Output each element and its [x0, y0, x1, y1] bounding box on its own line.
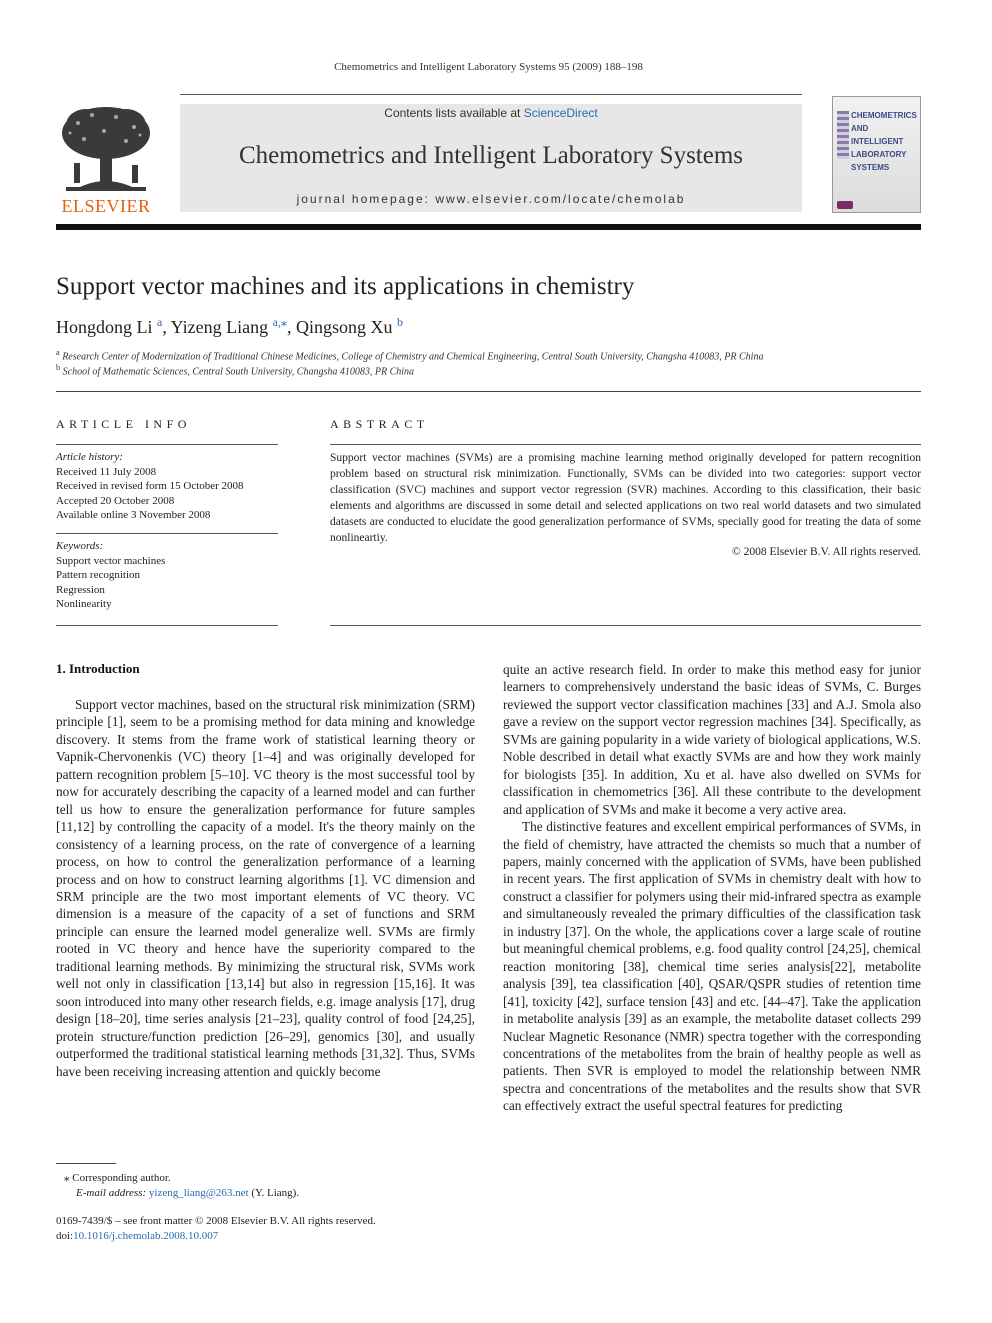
article-info-rule	[56, 625, 278, 626]
journal-cover-image[interactable]	[832, 96, 921, 213]
abstract-rule	[330, 444, 921, 445]
history-label: Article history:	[56, 451, 123, 463]
history-item: Accepted 20 October 2008	[56, 494, 175, 507]
contents-prefix: Contents lists available at	[384, 106, 524, 120]
affiliation-marker: b	[56, 363, 61, 372]
abstract-rule	[330, 625, 921, 626]
keyword-item: Nonlinearity	[56, 598, 112, 611]
keyword-item: Regression	[56, 583, 105, 596]
author-sep: ,	[162, 317, 171, 337]
author-affil-link[interactable]: b	[397, 315, 403, 329]
history-item: Available online 3 November 2008	[56, 509, 211, 522]
keywords-label: Keywords:	[56, 540, 104, 552]
section-rule	[56, 391, 921, 392]
elsevier-logo[interactable]	[56, 103, 156, 215]
front-matter	[56, 1214, 376, 1244]
section-heading-introduction: 1. Introduction	[56, 661, 140, 676]
article-title: Support vector machines and its applications in chemistry	[56, 273, 635, 300]
history-item: Received in revised form 15 October 2008	[56, 480, 244, 493]
sciencedirect-link[interactable]: ScienceDirect	[523, 106, 598, 120]
affiliation-marker: a	[56, 348, 60, 357]
author-sep: ,	[286, 317, 296, 337]
email-suffix: (Y. Liang).	[248, 1187, 300, 1199]
author-affil-link[interactable]: a	[157, 315, 163, 329]
cover-title-line: AND INTELLIGENT	[851, 124, 904, 146]
body-paragraph: The distinctive features and excellent empirical performances of SVMs, in the field of chemistry, have attracted the chemists so much that a number of papers, mainly concerned with the application of SVMs, have been published in recent years. The first application of SVMs in chemistry dealt with how to construct a classifier for polymers using their mid-infrared spectra as example and simultaneously revealed the primary difficulties of the classification task in industry [37]. On the whole, the applications cover a large scale of routine but meaningful chemical problems, e.g. food quality control [24,25], chemical reaction monitoring [38], chemical time series analysis[22], metabolite analysis [39], tea classification [40], QSAR/QSPR studies of retention time [41], toxicity [42], surface tension [43] and etc. [44–47]. Take the application in metabolite analysis [39] as an example, the metabolite dataset collects 299 Nuclear Magnetic Resonance (NMR) spectra together with the corresponding concentrations of the metabolites from the brain of healthy people as well as patients. Then SVR is employed to model the relationship between NMR spectra and concentrations of the metabolites and the results show that SVR can effectively extract the useful spectral features for predicting	[503, 819, 921, 1114]
affiliation-a	[56, 348, 763, 362]
issn-line: 0169-7439/$ – see front matter © 2008 Elsevier B.V. All rights reserved.	[56, 1215, 376, 1227]
elsevier-tree-icon	[56, 103, 156, 195]
running-head: Chemometrics and Intelligent Laboratory Systems 95 (2009) 188–198	[334, 61, 643, 73]
abstract-text: Support vector machines (SVMs) are a promising machine learning method originally developed for pattern recognition problem based on structural risk minimization. Functionally, SVMs can be divided into two categories: support vector classification (SVC) machines and support vector regression (SVR) machines. According to this classification, their basic elements and algorithms are discussed in some detail and selected applications on two real world datasets and two simulated datasets are conducted to elucidate the good generalization performance of SVMs, specially good for treating the data of some nonlineartiy.	[330, 452, 921, 544]
article-info-rule	[56, 444, 278, 445]
contents-line	[180, 106, 802, 120]
cover-title-line: SYSTEMS	[851, 163, 890, 172]
homepage-url-link[interactable]: www.elsevier.com/locate/chemolab	[435, 192, 686, 206]
article-history	[56, 450, 278, 523]
footnote	[56, 1171, 299, 1201]
cover-title	[837, 109, 918, 174]
email-link[interactable]: yizeng_liang@263.net	[148, 1187, 249, 1199]
author-affil-link[interactable]: a,⁎	[272, 315, 287, 329]
abstract-copyright: © 2008 Elsevier B.V. All rights reserved.	[732, 546, 921, 558]
author-name: Qingsong Xu	[295, 317, 393, 337]
keyword-item: Pattern recognition	[56, 569, 141, 582]
article-info-rule	[56, 533, 278, 534]
body-column-left: Support vector machines, based on the structural risk minimization (SRM) principle [1], seem to be a promising method for data mining and knowledge discovery. It stems from the frame work of statistical learning theory or Vapnik-Chervonenkis (VC) theory [1–4] and was originally developed for pattern recognition problem [5–10]. VC theory is the most successful tool by now for accurately describing the capacity of a learned model and can further tell us how to ensure the generalization performance for future samples [11,12] by controlling the capacity of a model. It's the theory mainly on the consistency of a learning process, on the rate of convergence of a learning process, on how to control the generalization performance of a learning process and on how to construct learning algorithms [1]. VC dimension and SRM principle are the two most important elements of VC theory. VC dimension is a measure of the capacity of a set of functions and SRM principle can ensure the learned model generalize well. SVMs are firmly rooted in VC theory and hence have the superiority compared to the traditional learning methods. By minimizing the structural risk, SVMs work well not only in classification [13,14] but also in regression [15,16]. It was soon introduced into many other research fields, e.g. image analysis [17], drug design [18–20], time series analysis [21–23], quality control of food [24,25], protein structure/function prediction [26–29], genomics [30], and usually outperformed the traditional statistical learning methods [31,32]. Thus, SVMs have been receiving increasing attention and quickly become	[56, 697, 475, 1079]
affiliation-text: School of Mathematic Sciences, Central South University, Changsha 410083, PR China	[62, 366, 415, 378]
journal-homepage	[180, 192, 802, 206]
homepage-label: journal homepage:	[296, 192, 436, 206]
keywords	[56, 539, 278, 612]
elsevier-wordmark: ELSEVIER	[61, 196, 151, 216]
email-label: E-mail address:	[76, 1187, 149, 1199]
corresponding-author-note: ⁎ Corresponding author.	[64, 1172, 171, 1184]
cover-title-line: LABORATORY	[851, 150, 907, 159]
author-name: Yizeng Liang	[170, 317, 269, 337]
article-info-heading: ARTICLE INFO	[56, 417, 191, 431]
cover-footer-mark	[837, 201, 853, 209]
affiliation-text: Research Center of Modernization of Traditional Chinese Medicines, College of Chemistry and Chemical Engineering, Central South University, Changsha 410083, PR China	[62, 351, 764, 363]
header-rule	[56, 224, 921, 230]
header-top-rule	[180, 94, 802, 95]
author-name: Hongdong Li	[56, 317, 153, 337]
footnote-rule	[56, 1163, 116, 1164]
abstract-heading: ABSTRACT	[330, 417, 429, 431]
journal-banner	[180, 104, 802, 212]
doi-link[interactable]: 10.1016/j.chemolab.2008.10.007	[73, 1230, 219, 1242]
journal-title: Chemometrics and Intelligent Laboratory Systems	[238, 142, 744, 169]
author-list	[56, 315, 403, 338]
doi-label: doi:	[56, 1230, 74, 1242]
doi-line	[56, 1229, 376, 1244]
history-item: Received 11 July 2008	[56, 465, 157, 478]
email-line	[56, 1186, 299, 1201]
affiliation-b	[56, 363, 414, 377]
keyword-item: Support vector machines	[56, 554, 166, 567]
cover-title-line: CHEMOMETRICS	[851, 111, 917, 120]
body-paragraph: quite an active research field. In order to make this method easy for junior learners to comprehensively understand the basic ideas of SVMs, C. Burges reviewed the support vector classification machines [33] and A.J. Smola also gave a review on the support vector regression machines [34]. Specifically, as SVMs are gaining popularity in a wide variety of biological applications, W.S. Noble described in detail what exactly SVMs are and how they work mainly for biologists [35]. In addition, Xu et al. have also dwelled on SVMs for classification in chemometrics [36]. All these contribute to the development and application of SVMs and make it become a very active area.	[503, 662, 921, 817]
body-column-right	[503, 661, 921, 1115]
